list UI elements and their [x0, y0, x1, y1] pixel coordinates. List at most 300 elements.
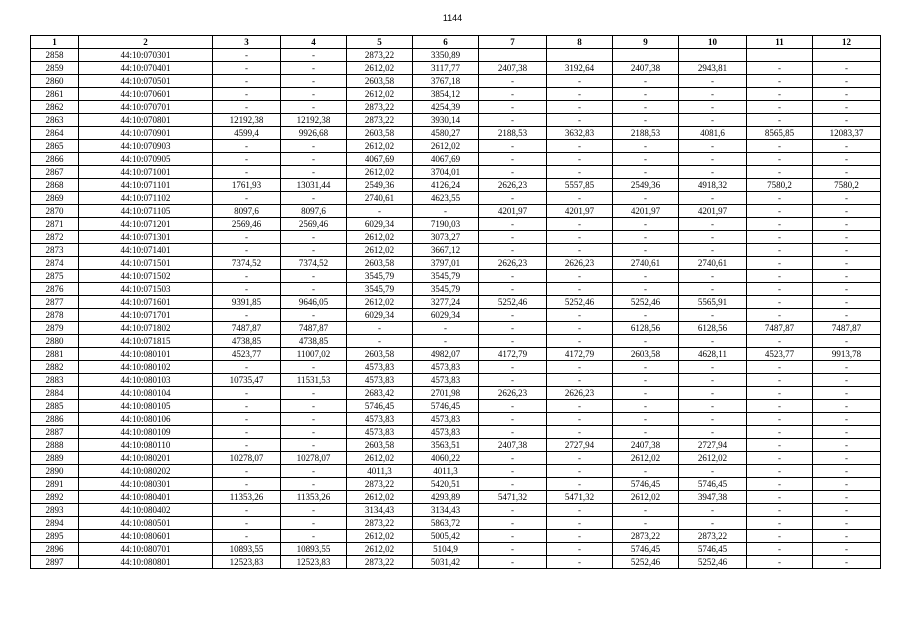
table-cell: 7487,87	[213, 322, 281, 335]
table-cell: -	[813, 465, 881, 478]
table-row	[31, 348, 881, 361]
table-cell: -	[679, 335, 747, 348]
table-cell: 2740,61	[679, 257, 747, 270]
column-header: 4	[281, 36, 347, 49]
table-cell: 4599,4	[213, 127, 281, 140]
table-cell: 44:10:070701	[79, 101, 213, 114]
table-cell: -	[413, 335, 479, 348]
table-cell: -	[813, 296, 881, 309]
table-cell: 2612,02	[347, 62, 413, 75]
table-cell: 3350,89	[413, 49, 479, 62]
table-cell: -	[813, 426, 881, 439]
table-cell: -	[281, 465, 347, 478]
table-cell: -	[747, 439, 813, 452]
table-cell: -	[813, 374, 881, 387]
table-cell: 2727,94	[547, 439, 613, 452]
table-cell: -	[679, 400, 747, 413]
table-cell: 5252,46	[479, 296, 547, 309]
table-cell: 44:10:080201	[79, 452, 213, 465]
table-cell: 2612,02	[613, 491, 679, 504]
table-cell: -	[281, 75, 347, 88]
table-cell: 2891	[31, 478, 79, 491]
table-cell: 2872	[31, 231, 79, 244]
table-cell: -	[747, 361, 813, 374]
table-row	[31, 465, 881, 478]
table-cell: 2860	[31, 75, 79, 88]
table-cell: 2612,02	[347, 244, 413, 257]
table-row	[31, 283, 881, 296]
table-cell: 2894	[31, 517, 79, 530]
table-cell: 4580,27	[413, 127, 479, 140]
table-cell: 2612,02	[347, 530, 413, 543]
table-cell: -	[747, 153, 813, 166]
table-cell: 4573,83	[413, 374, 479, 387]
table-cell: 2549,36	[347, 179, 413, 192]
table-cell: 44:10:080402	[79, 504, 213, 517]
table-cell: -	[213, 75, 281, 88]
table-cell: -	[813, 153, 881, 166]
table-cell: 4573,83	[347, 413, 413, 426]
table-cell: -	[547, 101, 613, 114]
table-cell: -	[281, 400, 347, 413]
table-cell: -	[479, 114, 547, 127]
table-cell: -	[813, 140, 881, 153]
table-cell: 44:10:080801	[79, 556, 213, 569]
table-cell: 5104,9	[413, 543, 479, 556]
table-cell: -	[213, 88, 281, 101]
table-cell: 2873,22	[347, 114, 413, 127]
table-cell: 2873	[31, 244, 79, 257]
table-cell: -	[813, 309, 881, 322]
table-cell: 2943,81	[679, 62, 747, 75]
table-cell: 2407,38	[613, 439, 679, 452]
table-row	[31, 127, 881, 140]
table-cell: 7190,03	[413, 218, 479, 231]
table-row	[31, 491, 881, 504]
table-cell: -	[479, 413, 547, 426]
table-cell: -	[547, 361, 613, 374]
table-cell: -	[613, 218, 679, 231]
table-cell: -	[747, 335, 813, 348]
table-cell: -	[813, 517, 881, 530]
table-cell: 3854,12	[413, 88, 479, 101]
table-cell: 2874	[31, 257, 79, 270]
table-cell: 4523,77	[747, 348, 813, 361]
table-cell: 2740,61	[347, 192, 413, 205]
table-cell: -	[281, 88, 347, 101]
column-header: 10	[679, 36, 747, 49]
table-cell: -	[613, 387, 679, 400]
table-cell	[479, 49, 547, 62]
table-cell: 7487,87	[813, 322, 881, 335]
table-cell: -	[813, 231, 881, 244]
table-cell: 2890	[31, 465, 79, 478]
table-cell: -	[213, 426, 281, 439]
table-cell: -	[747, 205, 813, 218]
table-cell: 2867	[31, 166, 79, 179]
table-cell: -	[813, 556, 881, 569]
table-cell: -	[413, 322, 479, 335]
table-body	[31, 49, 881, 569]
table-cell: 2603,58	[347, 257, 413, 270]
table-cell: -	[213, 101, 281, 114]
table-cell: -	[747, 452, 813, 465]
table-cell: 44:10:071701	[79, 309, 213, 322]
table-cell: 4623,55	[413, 192, 479, 205]
table-cell: 2612,02	[347, 140, 413, 153]
table-cell: -	[213, 439, 281, 452]
table-cell: 44:10:071501	[79, 257, 213, 270]
table-cell: -	[213, 309, 281, 322]
table-cell: -	[747, 101, 813, 114]
table-cell: 2893	[31, 504, 79, 517]
table-cell: 5252,46	[613, 556, 679, 569]
table-cell: -	[213, 478, 281, 491]
table-cell: 2862	[31, 101, 79, 114]
table-cell: -	[213, 231, 281, 244]
table-cell: -	[281, 62, 347, 75]
table-cell: -	[613, 426, 679, 439]
table-cell: -	[613, 140, 679, 153]
table-cell: -	[747, 244, 813, 257]
table-cell: 2879	[31, 322, 79, 335]
table-cell: -	[547, 309, 613, 322]
table-cell: -	[281, 361, 347, 374]
table-cell: 2861	[31, 88, 79, 101]
table-cell: -	[813, 530, 881, 543]
table-cell: -	[281, 504, 347, 517]
table-cell: 2873,22	[347, 49, 413, 62]
table-cell: 5252,46	[547, 296, 613, 309]
table-cell: -	[747, 283, 813, 296]
table-cell: 5863,72	[413, 517, 479, 530]
table-cell: 44:10:080105	[79, 400, 213, 413]
table-cell: -	[479, 452, 547, 465]
table-cell: 4628,11	[679, 348, 747, 361]
table-cell: -	[679, 283, 747, 296]
table-cell: -	[479, 270, 547, 283]
table-row	[31, 439, 881, 452]
table-cell: -	[613, 400, 679, 413]
table-row	[31, 231, 881, 244]
table-cell: -	[479, 556, 547, 569]
table-cell: -	[479, 517, 547, 530]
table-cell: -	[813, 452, 881, 465]
table-cell: 3563,51	[413, 439, 479, 452]
table-cell: 11007,02	[281, 348, 347, 361]
table-cell: 2873,22	[347, 556, 413, 569]
table-cell: 2863	[31, 114, 79, 127]
table-cell: 12192,38	[281, 114, 347, 127]
table-cell: 2612,02	[413, 140, 479, 153]
table-cell: 8097,6	[213, 205, 281, 218]
table-cell: 2883	[31, 374, 79, 387]
table-cell: 5031,42	[413, 556, 479, 569]
table-cell: 2866	[31, 153, 79, 166]
table-cell: -	[679, 309, 747, 322]
table-cell: 2603,58	[613, 348, 679, 361]
table-cell: 9391,85	[213, 296, 281, 309]
table-cell: 2859	[31, 62, 79, 75]
table-cell: -	[479, 88, 547, 101]
table-cell: -	[547, 517, 613, 530]
table-cell: -	[813, 88, 881, 101]
table-cell: -	[281, 270, 347, 283]
table-cell: -	[213, 387, 281, 400]
table-cell: -	[613, 166, 679, 179]
table-cell: -	[281, 244, 347, 257]
table-cell: 2876	[31, 283, 79, 296]
table-cell	[747, 49, 813, 62]
table-cell: -	[281, 49, 347, 62]
table-cell: 7374,52	[281, 257, 347, 270]
table-cell: 44:10:070501	[79, 75, 213, 88]
table-cell: 3545,79	[347, 283, 413, 296]
table-cell: 4254,39	[413, 101, 479, 114]
table-cell: -	[479, 530, 547, 543]
table-cell: 5565,91	[679, 296, 747, 309]
table-cell	[547, 49, 613, 62]
table-cell: -	[747, 231, 813, 244]
table-cell: -	[613, 517, 679, 530]
table-cell: -	[679, 192, 747, 205]
table-cell: -	[613, 504, 679, 517]
table-cell: 44:10:080109	[79, 426, 213, 439]
table-cell: -	[747, 491, 813, 504]
table-cell: -	[679, 504, 747, 517]
table-cell: -	[213, 504, 281, 517]
table-cell: -	[747, 218, 813, 231]
table-cell: -	[747, 556, 813, 569]
table-cell: -	[479, 374, 547, 387]
table-cell: -	[613, 88, 679, 101]
table-cell: 44:10:080106	[79, 413, 213, 426]
table-cell: 4201,97	[479, 205, 547, 218]
table-cell: 2864	[31, 127, 79, 140]
table-cell: -	[347, 335, 413, 348]
table-row	[31, 75, 881, 88]
table-cell: 44:10:070601	[79, 88, 213, 101]
table-cell: 2881	[31, 348, 79, 361]
table-cell: 4060,22	[413, 452, 479, 465]
table-cell: 9913,78	[813, 348, 881, 361]
table-header-row	[31, 36, 881, 49]
table-cell: -	[547, 140, 613, 153]
table-cell: -	[547, 413, 613, 426]
table-cell: 11353,26	[281, 491, 347, 504]
table-cell: 44:10:071502	[79, 270, 213, 283]
table-cell: -	[479, 75, 547, 88]
table-cell: 2865	[31, 140, 79, 153]
table-row	[31, 374, 881, 387]
table-cell: -	[547, 322, 613, 335]
table-cell: -	[679, 426, 747, 439]
table-cell: -	[479, 244, 547, 257]
table-cell: -	[281, 283, 347, 296]
table-row	[31, 517, 881, 530]
table-cell: -	[813, 62, 881, 75]
column-header: 5	[347, 36, 413, 49]
table-cell: -	[281, 101, 347, 114]
table-cell: 6029,34	[413, 309, 479, 322]
table-row	[31, 296, 881, 309]
table-cell: -	[747, 543, 813, 556]
table-cell: 4201,97	[613, 205, 679, 218]
table-cell: 2626,23	[479, 387, 547, 400]
table-cell: -	[747, 166, 813, 179]
table-cell: -	[813, 283, 881, 296]
table-cell: -	[547, 218, 613, 231]
table-cell: -	[613, 309, 679, 322]
table-cell: -	[679, 387, 747, 400]
table-cell: -	[679, 517, 747, 530]
table-cell: -	[547, 244, 613, 257]
table-cell: -	[813, 491, 881, 504]
table-cell: 2871	[31, 218, 79, 231]
table-cell: 3930,14	[413, 114, 479, 127]
table-cell: 5252,46	[679, 556, 747, 569]
table-cell: -	[547, 88, 613, 101]
table-cell: 5746,45	[613, 543, 679, 556]
table-cell: -	[613, 374, 679, 387]
column-header: 1	[31, 36, 79, 49]
table-cell: 7580,2	[747, 179, 813, 192]
table-cell: 3117,77	[413, 62, 479, 75]
table-cell: 2407,38	[613, 62, 679, 75]
table-cell: 2889	[31, 452, 79, 465]
table-cell: 44:10:071102	[79, 192, 213, 205]
table-cell: 4738,85	[213, 335, 281, 348]
table-cell: -	[747, 140, 813, 153]
table-cell: -	[479, 504, 547, 517]
table-cell: 5252,46	[613, 296, 679, 309]
table-cell: -	[747, 517, 813, 530]
table-cell: 44:10:080101	[79, 348, 213, 361]
table-cell: -	[679, 270, 747, 283]
table-row	[31, 49, 881, 62]
table-row	[31, 244, 881, 257]
table-cell: 2873,22	[679, 530, 747, 543]
table-cell: -	[213, 153, 281, 166]
table-cell: 4172,79	[479, 348, 547, 361]
table-cell: -	[813, 413, 881, 426]
table-cell: -	[347, 205, 413, 218]
table-cell: 4067,69	[413, 153, 479, 166]
table-cell: 3134,43	[413, 504, 479, 517]
table-cell: 4573,83	[413, 413, 479, 426]
table-cell: 13031,44	[281, 179, 347, 192]
table-cell: 2868	[31, 179, 79, 192]
table-cell: 44:10:080701	[79, 543, 213, 556]
table-cell: -	[613, 413, 679, 426]
table-cell: -	[747, 114, 813, 127]
table-row	[31, 205, 881, 218]
table-cell: 3704,01	[413, 166, 479, 179]
table-cell: 2701,98	[413, 387, 479, 400]
table-cell: 4573,83	[347, 374, 413, 387]
table-cell: -	[613, 192, 679, 205]
table-cell: -	[281, 517, 347, 530]
table-cell: 4573,83	[347, 426, 413, 439]
column-header: 9	[613, 36, 679, 49]
table-cell: 3192,64	[547, 62, 613, 75]
table-cell: 44:10:080301	[79, 478, 213, 491]
table-cell: -	[613, 335, 679, 348]
table-cell	[613, 49, 679, 62]
table-cell: 2612,02	[347, 296, 413, 309]
table-cell: -	[213, 361, 281, 374]
table-cell: 44:10:080501	[79, 517, 213, 530]
table-cell: -	[413, 205, 479, 218]
table-cell: -	[747, 374, 813, 387]
table-cell: -	[547, 543, 613, 556]
table-cell: -	[479, 322, 547, 335]
table-cell: -	[813, 244, 881, 257]
table-cell: -	[213, 140, 281, 153]
table-cell: -	[281, 192, 347, 205]
page-number: 1144	[442, 13, 463, 23]
table-cell: -	[479, 335, 547, 348]
table-cell: -	[281, 413, 347, 426]
table-cell: 44:10:071105	[79, 205, 213, 218]
table-cell: -	[547, 530, 613, 543]
table-cell: -	[547, 374, 613, 387]
table-cell: -	[281, 530, 347, 543]
table-cell: 4201,97	[547, 205, 613, 218]
table-cell: -	[479, 101, 547, 114]
table-cell: 2877	[31, 296, 79, 309]
table-cell: 5746,45	[679, 543, 747, 556]
table-cell: 44:10:071201	[79, 218, 213, 231]
table-cell: 2612,02	[347, 452, 413, 465]
table-cell: 4081,6	[679, 127, 747, 140]
table-cell: 2407,38	[479, 439, 547, 452]
table-cell: -	[479, 192, 547, 205]
table-cell: 44:10:071001	[79, 166, 213, 179]
table-cell: -	[613, 75, 679, 88]
table-cell: -	[813, 478, 881, 491]
table-cell: -	[479, 361, 547, 374]
table-cell: 6128,56	[679, 322, 747, 335]
table-cell: 2626,23	[479, 257, 547, 270]
table-cell: 2873,22	[347, 517, 413, 530]
table-cell: -	[479, 478, 547, 491]
table-row	[31, 556, 881, 569]
table-cell: -	[479, 400, 547, 413]
table-cell: -	[213, 283, 281, 296]
table-cell: 2869	[31, 192, 79, 205]
table-cell: 4201,97	[679, 205, 747, 218]
table-cell: -	[813, 400, 881, 413]
table-row	[31, 400, 881, 413]
table-cell: 2683,42	[347, 387, 413, 400]
table-cell: 7580,2	[813, 179, 881, 192]
table-cell: 4293,89	[413, 491, 479, 504]
table-cell: -	[679, 88, 747, 101]
table-cell: -	[747, 257, 813, 270]
table-cell: 44:10:080110	[79, 439, 213, 452]
table-row	[31, 101, 881, 114]
table-cell: -	[281, 140, 347, 153]
table-row	[31, 387, 881, 400]
table-cell: 12083,37	[813, 127, 881, 140]
table-cell: 44:10:070903	[79, 140, 213, 153]
column-header: 7	[479, 36, 547, 49]
table-cell: 5746,45	[347, 400, 413, 413]
table-cell: -	[281, 426, 347, 439]
table-row	[31, 478, 881, 491]
table-cell: 2603,58	[347, 75, 413, 88]
